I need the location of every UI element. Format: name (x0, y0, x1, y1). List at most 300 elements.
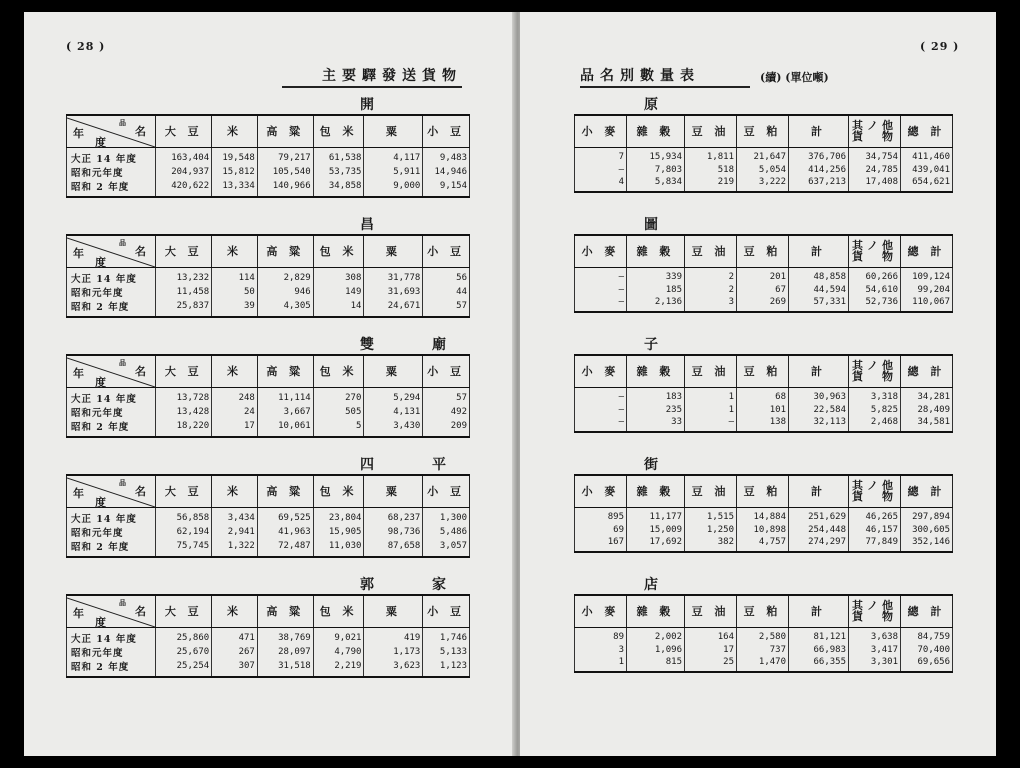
table-cell: 5,294 (364, 387, 423, 405)
column-header: 小 麥 (575, 475, 627, 507)
table-cell: 44,594 (789, 283, 849, 296)
table-cell: 3,623 (364, 659, 423, 677)
table-cell: 17,408 (849, 176, 901, 192)
year-label: 昭和元年度 (67, 165, 156, 179)
year-label: 大正 14 年度 (67, 627, 156, 645)
table-cell: 5,054 (737, 163, 789, 176)
diag-label-name: 名 (135, 605, 150, 618)
data-table (66, 114, 470, 198)
station-char: 開 (360, 97, 374, 113)
column-header: 米 (212, 115, 258, 147)
column-header: 豆 油 (685, 115, 737, 147)
column-header: 總 計 (901, 115, 953, 147)
column-header: 高 粱 (257, 235, 313, 267)
station-name (520, 574, 996, 592)
table-cell: 3,417 (849, 643, 901, 656)
table-cell: 11,114 (257, 387, 313, 405)
column-header: 大 豆 (156, 355, 212, 387)
column-header: 其ノ他 貨 物 (849, 115, 901, 147)
table-cell: 56,858 (156, 507, 212, 525)
column-header: 高 粱 (257, 115, 313, 147)
station-name (520, 94, 996, 112)
table-row (67, 285, 470, 299)
running-title: 品名別數量表 (580, 65, 750, 88)
table-cell: 30,963 (789, 387, 849, 403)
table-cell: 11,030 (313, 539, 364, 557)
table-cell: 54,610 (849, 283, 901, 296)
table-cell: 1,300 (423, 507, 470, 525)
table-cell: 79,217 (257, 147, 313, 165)
station-name (24, 454, 516, 472)
table-cell: 21,647 (737, 147, 789, 163)
table-row (575, 627, 953, 643)
table-cell: 68 (737, 387, 789, 403)
table-cell: — (575, 267, 627, 283)
table-cell: 9,021 (313, 627, 364, 645)
table-cell: 420,622 (156, 179, 212, 197)
column-header: 粟 (364, 595, 423, 627)
right-page (520, 12, 996, 756)
table-cell: 1,173 (364, 645, 423, 659)
data-table (574, 234, 953, 313)
table-cell: 471 (212, 627, 258, 645)
table-cell: 25,254 (156, 659, 212, 677)
year-label: 昭和元年度 (67, 525, 156, 539)
table-cell: 14,884 (737, 507, 789, 523)
table-cell: 1,811 (685, 147, 737, 163)
table-cell: 84,759 (901, 627, 953, 643)
table-cell: 39 (212, 299, 258, 317)
table-cell: 3 (575, 643, 627, 656)
column-header: 小 豆 (423, 115, 470, 147)
column-header: 大 豆 (156, 595, 212, 627)
year-label: 大正 14 年度 (67, 147, 156, 165)
diag-label-year: 年 (73, 487, 88, 500)
table-cell: 414,256 (789, 163, 849, 176)
column-header: 雜 穀 (627, 115, 685, 147)
diag-label-year: 年 (73, 127, 88, 140)
table-cell: 38,769 (257, 627, 313, 645)
table-row (575, 523, 953, 536)
diag-label-du: 度 (95, 256, 110, 269)
table-cell: 13,428 (156, 405, 212, 419)
column-header: 雜 穀 (627, 475, 685, 507)
table-cell: 114 (212, 267, 258, 285)
table-cell: 69,525 (257, 507, 313, 525)
column-header: 計 (789, 115, 849, 147)
table-cell: 183 (627, 387, 685, 403)
column-header: 豆 粕 (737, 355, 789, 387)
column-header: 包 米 (313, 235, 364, 267)
station-char: 雙 (360, 337, 374, 353)
table-row (67, 147, 470, 165)
column-header: 小 豆 (423, 595, 470, 627)
table-cell: 2,136 (627, 296, 685, 312)
station-name (24, 334, 516, 352)
column-header: 粟 (364, 355, 423, 387)
table-row (575, 507, 953, 523)
table-cell: 274,297 (789, 536, 849, 552)
column-header: 其ノ他 貨 物 (849, 355, 901, 387)
table-cell: 300,605 (901, 523, 953, 536)
table-cell: 505 (313, 405, 364, 419)
table-cell: 10,061 (257, 419, 313, 437)
column-header: 大 豆 (156, 235, 212, 267)
table-cell: 17,692 (627, 536, 685, 552)
table-cell: 66,983 (789, 643, 849, 656)
year-label: 昭和元年度 (67, 405, 156, 419)
table-cell: — (575, 416, 627, 432)
table-cell: 3,222 (737, 176, 789, 192)
column-header: 計 (789, 235, 849, 267)
table-cell: 89 (575, 627, 627, 643)
diag-label-du: 度 (95, 496, 110, 509)
table-cell: 297,894 (901, 507, 953, 523)
diag-label-pin: 品 (119, 358, 130, 367)
table-row (67, 387, 470, 405)
diag-label-year: 年 (73, 607, 88, 620)
station-char: 街 (644, 457, 658, 473)
table-row (575, 176, 953, 192)
table-cell: 61,538 (313, 147, 364, 165)
table-cell: 72,487 (257, 539, 313, 557)
table-cell: 11,458 (156, 285, 212, 299)
table-row (67, 627, 470, 645)
table-cell: 34,754 (849, 147, 901, 163)
column-header: 其ノ他 貨 物 (849, 475, 901, 507)
table-cell: 56 (423, 267, 470, 285)
table-row (575, 403, 953, 416)
table-cell: 269 (737, 296, 789, 312)
table-cell: 4,790 (313, 645, 364, 659)
table-cell: 140,966 (257, 179, 313, 197)
column-header: 計 (789, 595, 849, 627)
table-cell: 10,898 (737, 523, 789, 536)
diagonal-header-cell (67, 355, 156, 387)
station-char: 原 (644, 97, 658, 113)
year-label: 昭和元年度 (67, 285, 156, 299)
diag-label-name: 名 (135, 485, 150, 498)
data-table (66, 474, 470, 558)
table-cell: 28,409 (901, 403, 953, 416)
station-char: 圖 (644, 217, 658, 233)
table-cell: 4,305 (257, 299, 313, 317)
column-header: 大 豆 (156, 475, 212, 507)
column-header: 豆 油 (685, 355, 737, 387)
table-row (575, 387, 953, 403)
running-title: 主要驛發送貨物 (282, 65, 462, 88)
table-cell: 2,219 (313, 659, 364, 677)
table-cell: 267 (212, 645, 258, 659)
table-cell: 3,638 (849, 627, 901, 643)
data-table (66, 234, 470, 318)
table-cell: 1,250 (685, 523, 737, 536)
page-number: ( 29 ) (920, 40, 960, 53)
table-cell: 3,301 (849, 656, 901, 672)
column-header: 小 豆 (423, 235, 470, 267)
table-cell: 339 (627, 267, 685, 283)
table-cell: 98,736 (364, 525, 423, 539)
column-header: 包 米 (313, 355, 364, 387)
table-cell: 3,667 (257, 405, 313, 419)
table-cell: 77,849 (849, 536, 901, 552)
table-cell: 149 (313, 285, 364, 299)
table-cell: 7 (575, 147, 627, 163)
column-header: 粟 (364, 115, 423, 147)
table-cell: 1,096 (627, 643, 685, 656)
station-char: 店 (644, 577, 658, 593)
diag-label-pin: 品 (119, 238, 130, 247)
table-row (67, 659, 470, 677)
table-cell: 270 (313, 387, 364, 405)
table-cell: 492 (423, 405, 470, 419)
table-cell: — (575, 403, 627, 416)
table-row (575, 656, 953, 672)
table-cell: 376,706 (789, 147, 849, 163)
station-char: 郭 (360, 577, 374, 593)
table-cell: 1 (575, 656, 627, 672)
table-cell: 13,334 (212, 179, 258, 197)
table-cell: 53,735 (313, 165, 364, 179)
table-cell: 2,829 (257, 267, 313, 285)
table-cell: 219 (685, 176, 737, 192)
table-cell: 22,584 (789, 403, 849, 416)
table-cell: 34,858 (313, 179, 364, 197)
column-header: 豆 粕 (737, 115, 789, 147)
diag-label-du: 度 (95, 376, 110, 389)
table-cell: — (685, 416, 737, 432)
table-cell: 637,213 (789, 176, 849, 192)
table-cell: 201 (737, 267, 789, 283)
diag-label-year: 年 (73, 367, 88, 380)
year-label: 昭和元年度 (67, 645, 156, 659)
table-cell: 9,000 (364, 179, 423, 197)
station-char: 廟 (432, 337, 446, 353)
year-label: 大正 14 年度 (67, 387, 156, 405)
table-cell: 2 (685, 267, 737, 283)
data-table (574, 474, 953, 553)
table-row (575, 163, 953, 176)
table-cell: 9,483 (423, 147, 470, 165)
table-cell: 57 (423, 387, 470, 405)
table-cell: 15,009 (627, 523, 685, 536)
table-cell: 87,658 (364, 539, 423, 557)
column-header: 米 (212, 235, 258, 267)
diagonal-header-cell (67, 475, 156, 507)
table-cell: 5,486 (423, 525, 470, 539)
table-cell: 18,220 (156, 419, 212, 437)
table-cell: 57,331 (789, 296, 849, 312)
table-row (67, 267, 470, 285)
table-cell: 3,430 (364, 419, 423, 437)
column-header: 大 豆 (156, 115, 212, 147)
table-cell: 164 (685, 627, 737, 643)
table-cell: 3,434 (212, 507, 258, 525)
table-cell: 13,728 (156, 387, 212, 405)
table-cell: 2,580 (737, 627, 789, 643)
table-cell: 50 (212, 285, 258, 299)
table-cell: 101 (737, 403, 789, 416)
year-label: 大正 14 年度 (67, 267, 156, 285)
table-row (67, 165, 470, 179)
station-name (520, 334, 996, 352)
table-cell: 44 (423, 285, 470, 299)
table-cell: 66,355 (789, 656, 849, 672)
year-label: 昭和 2 年度 (67, 539, 156, 557)
table-cell: 57 (423, 299, 470, 317)
table-cell: 34,581 (901, 416, 953, 432)
station-name (520, 454, 996, 472)
data-table (66, 594, 470, 678)
table-cell: 9,154 (423, 179, 470, 197)
table-cell: 11,177 (627, 507, 685, 523)
column-header: 豆 油 (685, 595, 737, 627)
table-row (575, 643, 953, 656)
column-header: 雜 穀 (627, 595, 685, 627)
table-cell: 2,468 (849, 416, 901, 432)
column-header: 米 (212, 475, 258, 507)
station-char: 家 (432, 577, 446, 593)
table-row (67, 405, 470, 419)
column-header: 雜 穀 (627, 235, 685, 267)
table-cell: 737 (737, 643, 789, 656)
column-header: 豆 粕 (737, 235, 789, 267)
table-cell: 895 (575, 507, 627, 523)
data-table (574, 594, 953, 673)
table-cell: — (575, 163, 627, 176)
column-header: 包 米 (313, 475, 364, 507)
column-header: 小 豆 (423, 355, 470, 387)
table-cell: 5 (313, 419, 364, 437)
table-cell: 23,804 (313, 507, 364, 525)
table-row (575, 296, 953, 312)
table-row (575, 147, 953, 163)
diag-label-pin: 品 (119, 478, 130, 487)
table-cell: 518 (685, 163, 737, 176)
table-cell: 14 (313, 299, 364, 317)
table-cell: 3,057 (423, 539, 470, 557)
table-cell: 67 (737, 283, 789, 296)
diag-label-du: 度 (95, 136, 110, 149)
table-cell: 69,656 (901, 656, 953, 672)
table-cell: 41,963 (257, 525, 313, 539)
table-row (575, 267, 953, 283)
table-cell: 62,194 (156, 525, 212, 539)
column-header: 豆 粕 (737, 475, 789, 507)
column-header: 計 (789, 475, 849, 507)
table-row (67, 525, 470, 539)
table-cell: 138 (737, 416, 789, 432)
diag-label-year: 年 (73, 247, 88, 260)
table-cell: 382 (685, 536, 737, 552)
diag-label-name: 名 (135, 125, 150, 138)
table-cell: 70,400 (901, 643, 953, 656)
table-cell: 654,621 (901, 176, 953, 192)
column-header: 豆 油 (685, 235, 737, 267)
table-cell: 308 (313, 267, 364, 285)
table-cell: 7,803 (627, 163, 685, 176)
table-cell: 204,937 (156, 165, 212, 179)
table-cell: 2,941 (212, 525, 258, 539)
station-char: 昌 (360, 217, 374, 233)
table-cell: 25,670 (156, 645, 212, 659)
table-cell: 69 (575, 523, 627, 536)
table-cell: 1 (685, 387, 737, 403)
table-cell: 17 (212, 419, 258, 437)
table-row (67, 419, 470, 437)
table-cell: 25 (685, 656, 737, 672)
table-cell: 105,540 (257, 165, 313, 179)
table-cell: 1,746 (423, 627, 470, 645)
column-header: 總 計 (901, 475, 953, 507)
table-cell: 4,757 (737, 536, 789, 552)
table-cell: — (575, 283, 627, 296)
table-cell: 81,121 (789, 627, 849, 643)
table-cell: 15,905 (313, 525, 364, 539)
table-cell: — (575, 296, 627, 312)
table-cell: 24,785 (849, 163, 901, 176)
table-cell: 1 (685, 403, 737, 416)
year-label: 昭和 2 年度 (67, 179, 156, 197)
table-cell: 48,858 (789, 267, 849, 283)
table-row (67, 507, 470, 525)
table-row (575, 283, 953, 296)
table-cell: 1,123 (423, 659, 470, 677)
column-header: 包 米 (313, 115, 364, 147)
year-label: 大正 14 年度 (67, 507, 156, 525)
column-header: 小 麥 (575, 355, 627, 387)
table-cell: 5,834 (627, 176, 685, 192)
table-row (575, 536, 953, 552)
column-header: 粟 (364, 475, 423, 507)
table-cell: 19,548 (212, 147, 258, 165)
table-cell: 5,825 (849, 403, 901, 416)
diag-label-pin: 品 (119, 598, 130, 607)
column-header: 米 (212, 595, 258, 627)
diag-label-name: 名 (135, 245, 150, 258)
table-cell: 4 (575, 176, 627, 192)
column-header: 總 計 (901, 355, 953, 387)
column-header: 其ノ他 貨 物 (849, 235, 901, 267)
table-cell: 32,113 (789, 416, 849, 432)
unit-note: (續) (單位噸) (760, 71, 829, 84)
table-cell: 248 (212, 387, 258, 405)
table-row (67, 645, 470, 659)
table-cell: 4,117 (364, 147, 423, 165)
table-cell: 109,124 (901, 267, 953, 283)
table-cell: 352,146 (901, 536, 953, 552)
table-cell: 209 (423, 419, 470, 437)
table-cell: 15,934 (627, 147, 685, 163)
table-cell: 251,629 (789, 507, 849, 523)
diagonal-header-cell (67, 115, 156, 147)
column-header: 米 (212, 355, 258, 387)
column-header: 高 粱 (257, 595, 313, 627)
station-name (520, 214, 996, 232)
table-cell: 167 (575, 536, 627, 552)
table-cell: 3,318 (849, 387, 901, 403)
column-header: 小 麥 (575, 595, 627, 627)
station-name (24, 94, 516, 112)
data-table (574, 114, 953, 193)
table-cell: 13,232 (156, 267, 212, 285)
column-header: 總 計 (901, 595, 953, 627)
table-cell: 34,281 (901, 387, 953, 403)
station-name (24, 214, 516, 232)
column-header: 粟 (364, 235, 423, 267)
table-cell: 163,404 (156, 147, 212, 165)
station-char: 平 (432, 457, 446, 473)
